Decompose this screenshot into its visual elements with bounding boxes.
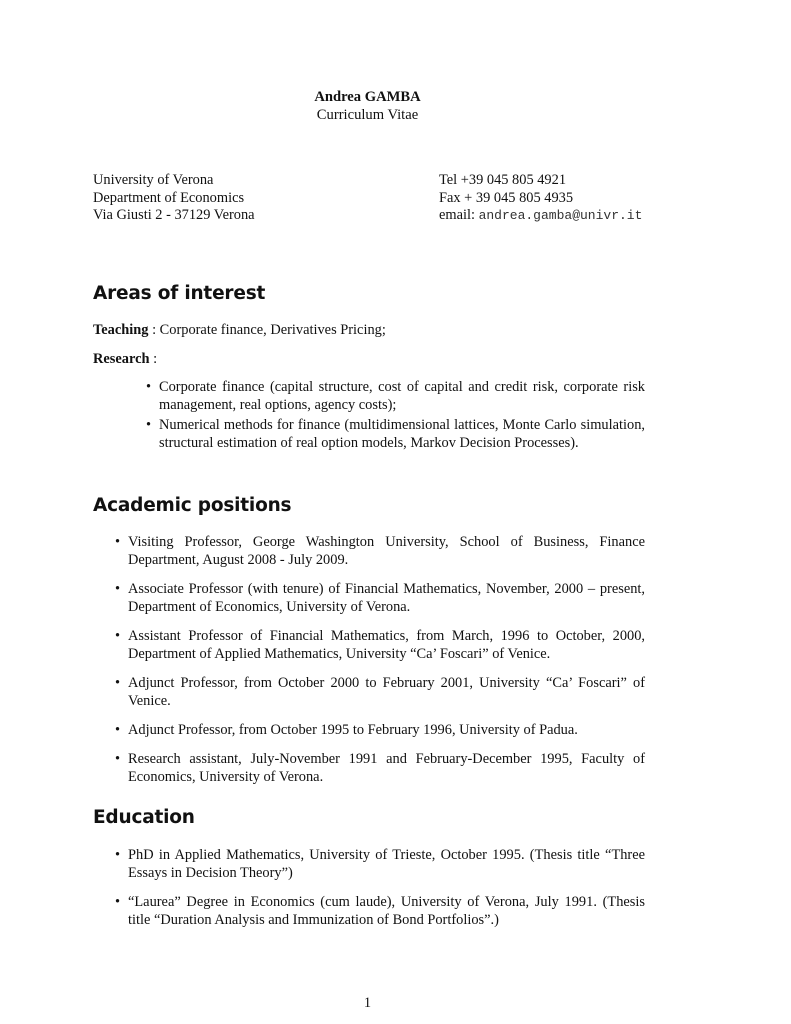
teaching-line (93, 321, 653, 339)
document-subtitle: Curriculum Vitae (316, 107, 419, 123)
section-title-areas: Areas of interest (93, 283, 266, 304)
list-item: • Visiting Professor, George Washington University, School of Business, Finance Department, August 2008 - July 2009. (128, 533, 645, 569)
teaching-text: : Corporate finance, Derivatives Pricing; (152, 322, 386, 338)
teaching-label: Teaching (93, 322, 149, 338)
education-list (128, 846, 645, 940)
author-name: Andrea GAMBA (314, 89, 421, 105)
address-line: University of Verona (93, 172, 214, 188)
list-item: • Assistant Professor of Financial Mathematics, from March, 1996 to October, 2000, Department of Applied Mathematics, University “Ca’ Foscari” of Venice. (128, 627, 645, 663)
section-title-education: Education (93, 807, 195, 828)
cv-header (0, 88, 735, 124)
section-title-positions: Academic positions (93, 495, 292, 516)
research-text: : (153, 351, 158, 367)
list-item: • Research assistant, July-November 1991 and February-December 1995, Faculty of Economics, University of Verona. (128, 750, 645, 786)
list-item: • Corporate finance (capital structure, cost of capital and credit risk, corporate risk management, real options, agency costs); (159, 378, 645, 414)
telephone: Tel +39 045 805 4921 (439, 172, 567, 188)
list-item: • Numerical methods for finance (multidimensional lattices, Monte Carlo simulation, structural estimation of real option models, Markov Decision Processes). (159, 416, 645, 452)
list-item: • Adjunct Professor, from October 2000 to February 2001, University “Ca’ Foscari” of Venice. (128, 674, 645, 710)
research-line (93, 350, 653, 368)
list-item: • Adjunct Professor, from October 1995 to February 1996, University of Padua. (128, 721, 645, 739)
list-item: • “Laurea” Degree in Economics (cum laude), University of Verona, July 1991. (Thesis title “Duration Analysis and Immunization of Bond Portfolios”.) (128, 893, 645, 929)
email-label: email: (439, 207, 475, 223)
list-item: • Associate Professor (with tenure) of Financial Mathematics, November, 2000 – present, Department of Economics, University of Verona. (128, 580, 645, 616)
fax: Fax + 39 045 805 4935 (439, 189, 574, 206)
email-line (439, 207, 642, 225)
page-number: 1 (363, 995, 372, 1011)
list-item: • PhD in Applied Mathematics, University of Trieste, October 1995. (Thesis title “Three Essays in Decision Theory”) (128, 846, 645, 882)
email-link[interactable]: andrea.gamba@univr.it (478, 208, 643, 223)
positions-list (128, 533, 645, 797)
research-label: Research (93, 351, 150, 367)
address-block (93, 172, 255, 225)
address-line: Via Giusti 2 - 37129 Verona (93, 207, 255, 223)
research-list (159, 378, 645, 454)
contact-block (439, 172, 642, 225)
address-line: Department of Economics (93, 189, 245, 206)
